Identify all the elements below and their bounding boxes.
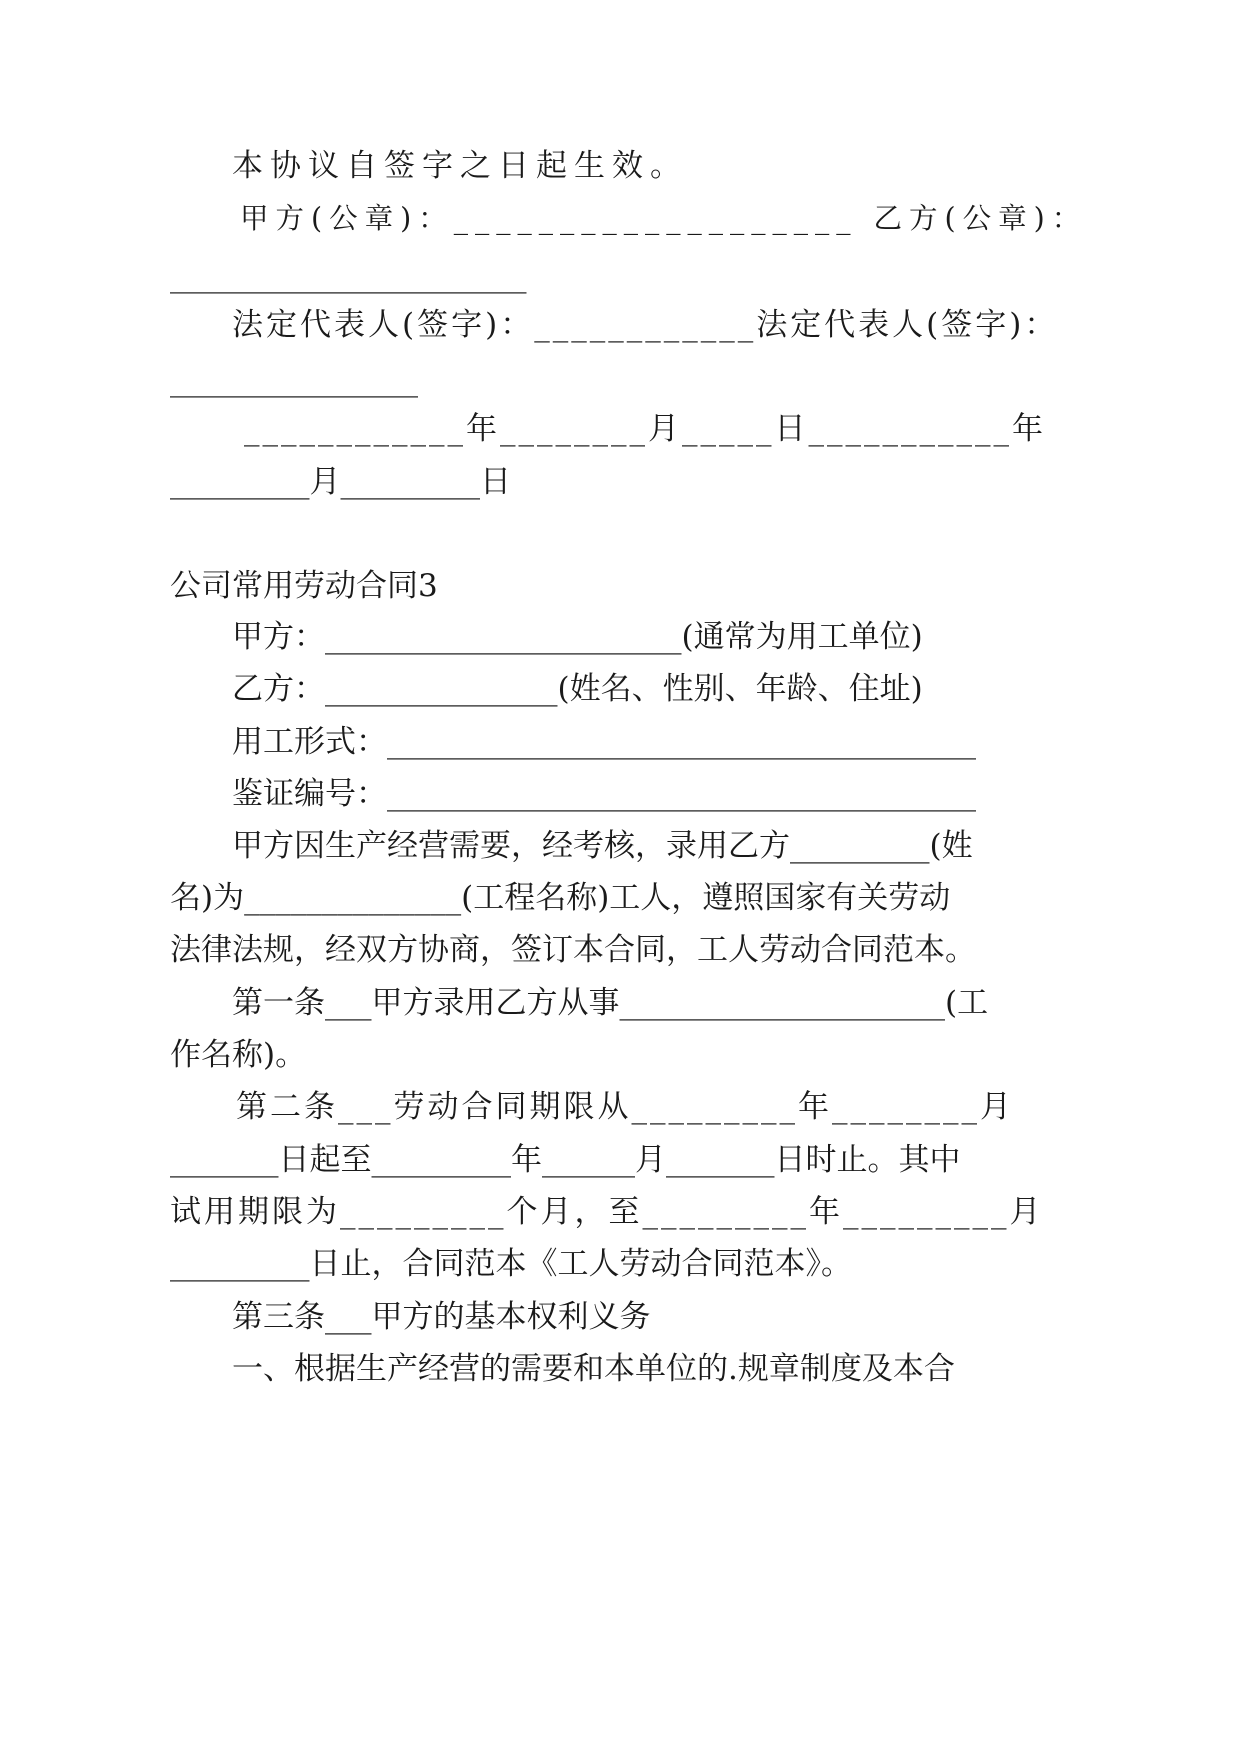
text-line: 法律法规，经双方协商，签订本合同，工人劳动合同范本。 bbox=[170, 932, 976, 968]
text-line: 法定代表人(签字)：____________法定代表人(签字)： bbox=[232, 307, 1059, 343]
text-line: 第一条___甲方录用乙方从事_____________________(工 bbox=[232, 985, 989, 1021]
text-line: ________________ bbox=[170, 362, 418, 398]
text-line: 名)为______________(工程名称)工人，遵照国家有关劳动 bbox=[170, 880, 951, 916]
text-line: 用工形式：______________________________________ bbox=[232, 724, 976, 760]
text-line: 一、根据生产经营的需要和本单位的.规章制度及本合 bbox=[232, 1351, 955, 1387]
text-line: 本协议自签字之日起生效。 bbox=[232, 148, 688, 184]
text-line: 作名称)。 bbox=[170, 1037, 307, 1073]
text-line: _______日起至_________年______月_______日时止。其中 bbox=[170, 1142, 961, 1178]
text-line: ____________年________月_____日___________年 bbox=[244, 411, 1046, 447]
text-line: 甲方：_______________________(通常为用工单位) bbox=[232, 619, 923, 655]
text-line: 甲方(公章)：___________________ 乙方(公章)： bbox=[240, 202, 1088, 235]
section-title: 公司常用劳动合同3 bbox=[170, 568, 438, 604]
text-line: 第二条___劳动合同期限从_________年________月 bbox=[236, 1089, 1014, 1125]
text-line: 甲方因生产经营需要，经考核，录用乙方_________(姓 bbox=[232, 828, 973, 864]
text-line: 鉴证编号：______________________________________ bbox=[232, 776, 976, 812]
text-line: 试用期限为_________个月，至_________年_________月 bbox=[170, 1194, 1044, 1230]
text-line: _______________________ bbox=[170, 258, 527, 294]
text-line: _________日止，合同范本《工人劳动合同范本》。 bbox=[170, 1246, 852, 1282]
text-line: _________月_________日 bbox=[170, 464, 511, 500]
text-line: 第三条___甲方的基本权利义务 bbox=[232, 1299, 651, 1335]
text-line: 乙方：_______________(姓名、性别、年龄、住址) bbox=[232, 671, 923, 707]
